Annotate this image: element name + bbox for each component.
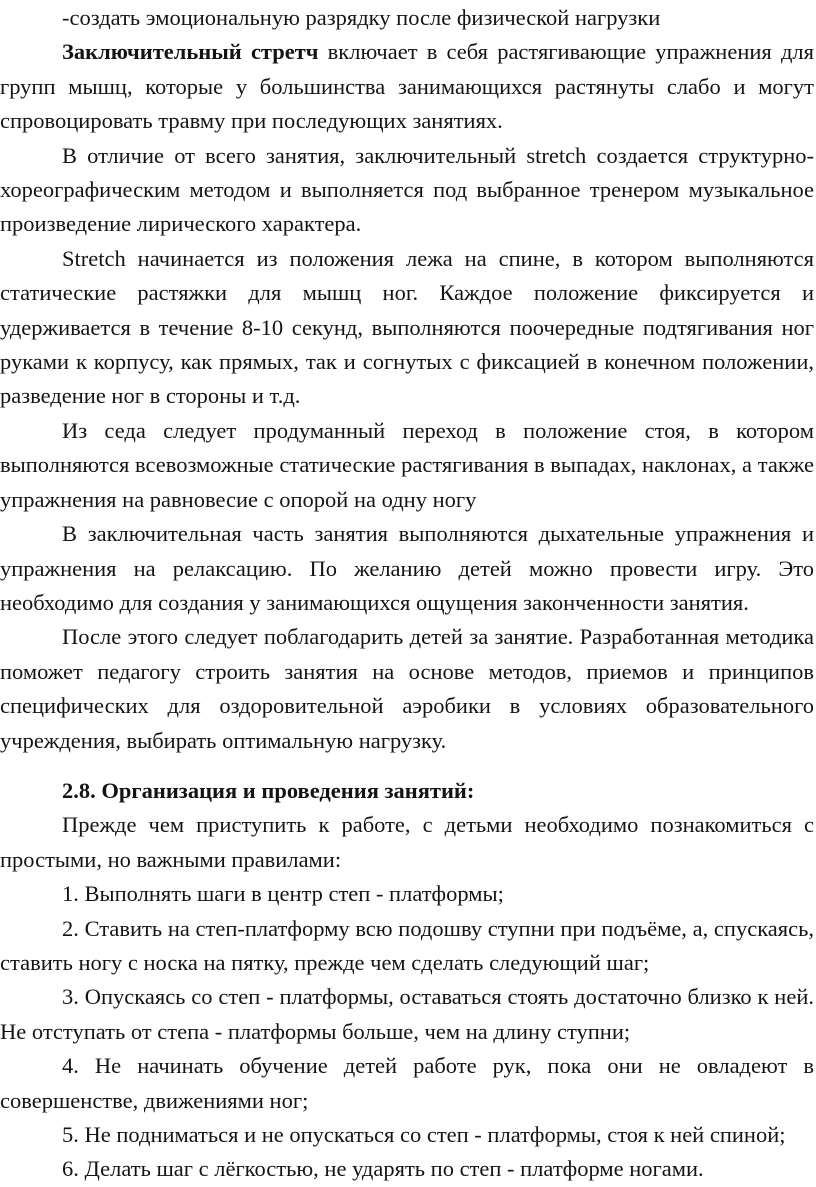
- paragraph-final-stretch: [0, 35, 814, 138]
- section-heading: 2.8. Организация и проведения занятий:: [62, 777, 475, 803]
- paragraph-stretch-method: В отличие от всего занятия, заключительный stretch создается структурно- хореографическим методом и выполняется под выбранное тренером музыкальное произведение лирического характера.: [0, 142, 814, 237]
- rule-item: 5. Не подниматься и не опускаться со степ - платформы, стоя к ней спиной;: [62, 1122, 786, 1147]
- paragraph-final-stretch-text: включает в себя растягивающие упражнения для групп мышц, которые у большинства занимающихся растянуты слабо и могут спровоцировать травму при последующих занятиях.: [0, 39, 814, 134]
- paragraph-goal: -создать эмоциональную разрядку после физической нагрузки: [62, 5, 661, 30]
- rule-item: 4. Не начинать обучение детей работе рук, пока они не овладеют в совершенстве, движениями ног;: [0, 1053, 814, 1113]
- rule-item: 1. Выполнять шаги в центр степ - платформы;: [62, 881, 504, 907]
- paragraph-stretch-lying: Stretch начинается из положения лежа на спине, в котором выполняются статические растяжки для мышц ног. Каждое положение фиксируется и удерживается в течение 8-10 секунд, выполняются поочередные подтягивания ног руками к корпусу, как прямых, так и согнутых с фиксацией в конечном положении, разведение ног в стороны и т.д.: [0, 245, 814, 409]
- paragraph-standing-transition: Из седа следует продуманный переход в положение стоя, в котором выполняются всевозможные статические растягивания в выпадах, наклонах, а также упражнения на равновесие с опорой на одну ногу: [0, 417, 814, 512]
- paragraph-breathing: В заключительная часть занятия выполняются дыхательные упражнения и упражнения на релаксацию. По желанию детей можно провести игру. Это необходимо для создания у занимающихся ощущения законченности занятия.: [0, 521, 814, 615]
- paragraph-rules-intro: Прежде чем приступить к работе, с детьми необходимо познакомиться с простыми, но важными правилами:: [0, 812, 814, 872]
- paragraph-conclusion: После этого следует поблагодарить детей за занятие. Разработанная методика поможет педагогу строить занятия на основе методов, приемов и принципов специфических для оздоровительной аэробики в условиях образовательного учреждения, выбирать оптимальную нагрузку.: [0, 624, 814, 753]
- rule-item: 3. Опускаясь со степ - платформы, оставаться стоять достаточно близко к ней. Не отступать от степа - платформы больше, чем на длину ступни;: [0, 984, 814, 1044]
- term-final-stretch: Заключительный стретч: [62, 39, 319, 65]
- rule-item: 2. Ставить на степ-платформу всю подошву ступни при подъёме, а, спускаясь, ставить ногу с носка на пятку, прежде чем сделать следующий шаг;: [0, 915, 814, 975]
- rule-item: 6. Делать шаг с лёгкостью, не ударять по степ - платформе ногами.: [62, 1156, 704, 1182]
